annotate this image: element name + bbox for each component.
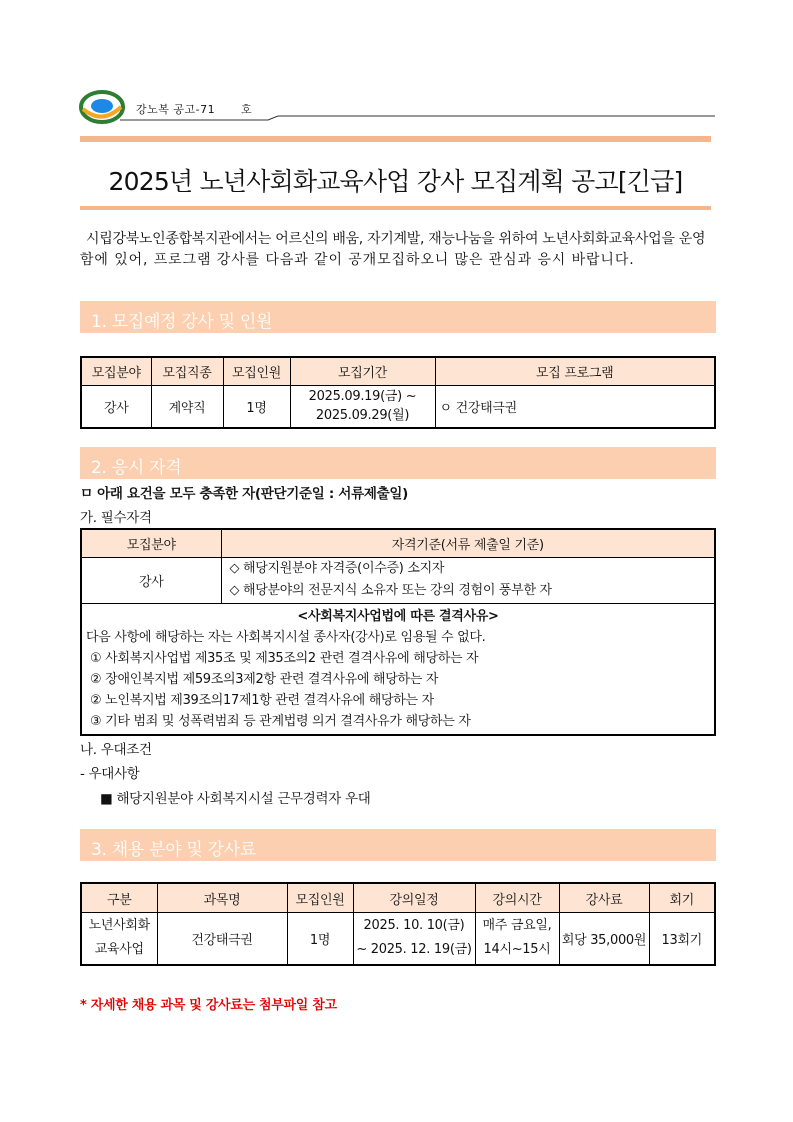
fee-table	[80, 882, 716, 966]
col-header-program: 모집 프로그램	[435, 357, 715, 386]
time-line-1: 매주 금요일,	[482, 918, 552, 934]
col-header-subject: 과목명	[157, 883, 287, 913]
qualification-table	[80, 528, 716, 736]
page-title: 2025년 노년사회화교육사업 강사 모집계획 공고[긴급]	[108, 167, 683, 196]
section-1-title: 1. 모집예정 강사 및 인원	[91, 312, 273, 332]
col-header-criteria: 자격기준(서류 제출일 기준)	[221, 529, 715, 557]
cell-program: ㅇ 건강태극권	[435, 386, 715, 428]
requirement-item: ◇ 해당지원분야 자격증(이수증) 소지자	[229, 561, 445, 576]
cell-subject: 건강태극권	[157, 913, 287, 965]
intro-line-2: 함에 있어, 프로그램 강사를 다음과 같이 공개모집하오니 많은 관심과 응시 바랍니다.	[80, 252, 635, 268]
period-end: 2025.09.29(월)	[315, 408, 410, 424]
section-1-header	[80, 301, 716, 333]
disqualification-item: ② 장애인복지법 제59조의3제2항 관련 결격사유에 해당하는 자	[90, 671, 439, 687]
col-header-category: 구분	[81, 883, 157, 913]
section-3-header	[80, 829, 716, 861]
organization-logo	[79, 89, 125, 125]
col-header-type: 모집직종	[151, 357, 223, 386]
cell-sessions: 13회기	[649, 913, 715, 965]
cell-field: 강사	[81, 557, 221, 603]
recruitment-table	[80, 356, 716, 429]
disqualification-intro: 다음 사항에 해당하는 자는 사회복지시설 종사자(강사)로 임용될 수 없다.	[86, 629, 486, 645]
period-start: 2025.09.19(금) ~	[308, 389, 417, 405]
time-line-2: 14시~15시	[483, 942, 551, 958]
cell-category	[81, 913, 157, 965]
disqualification-item: ③ 기타 범죄 및 성폭력범죄 등 관계법령 의거 결격사유가 해당하는 자	[90, 713, 471, 729]
section-2-header	[80, 447, 716, 479]
section-3-title: 3. 채용 분야 및 강사료	[91, 840, 257, 860]
cell-fee: 회당 35,000원	[559, 913, 649, 965]
cell-schedule	[353, 913, 475, 965]
preference-heading: 나. 우대조건	[80, 742, 152, 758]
title-bottom-rule	[80, 206, 711, 210]
disqualification-item: ① 사회복지사업법 제35조 및 제35조의2 관련 결격사유에 해당하는 자	[90, 650, 479, 666]
cell-field: 강사	[81, 386, 151, 428]
requirement-item: ◇ 해당분야의 전문지식 소유자 또는 강의 경험이 풍부한 자	[229, 583, 552, 598]
eligibility-criteria: ㅁ 아래 요건을 모두 충족한 자(판단기준일 : 서류제출일)	[80, 486, 408, 502]
disqualification-title: <사회복지사업법에 따른 결격사유>	[297, 608, 499, 624]
col-header-count: 모집인원	[223, 357, 290, 386]
col-header-fee: 강사료	[559, 883, 649, 913]
disqualification-block	[81, 603, 715, 735]
preference-label: - 우대사항	[80, 766, 140, 782]
cell-period	[290, 386, 435, 428]
col-header-field: 모집분야	[81, 529, 221, 557]
col-header-time: 강의시간	[475, 883, 559, 913]
col-header-schedule: 강의일정	[353, 883, 475, 913]
col-header-field: 모집분야	[81, 357, 151, 386]
intro-line-1: 시립강북노인종합복지관에서는 어르신의 배움, 자기계발, 재능나눔을 위하여 노년사회화교육사업을 운영	[86, 231, 706, 247]
cell-type: 계약직	[151, 386, 223, 428]
document-number-suffix: 호	[241, 103, 252, 116]
col-header-period: 모집기간	[290, 357, 435, 386]
title-top-rule	[80, 136, 711, 142]
col-header-sessions: 회기	[649, 883, 715, 913]
cell-requirements	[221, 557, 715, 603]
disqualification-item: ② 노인복지법 제39조의17제1항 관련 결격사유에 해당하는 자	[90, 692, 434, 708]
document-number: 강노복 공고-71	[136, 103, 216, 116]
col-header-count: 모집인원	[287, 883, 353, 913]
preference-item: ■ 해당지원분야 사회복지시설 근무경력자 우대	[100, 791, 371, 807]
cell-time	[475, 913, 559, 965]
category-line-2: 교육사업	[94, 942, 144, 958]
cell-count: 1명	[223, 386, 290, 428]
attachment-note: * 자세한 채용 과목 및 강사료는 첨부파일 참고	[80, 998, 337, 1013]
section-2-title: 2. 응시 자격	[91, 458, 182, 478]
schedule-line-1: 2025. 10. 10(금)	[363, 918, 465, 934]
cell-count: 1명	[287, 913, 353, 965]
schedule-line-2: ~ 2025. 12. 19(금)	[356, 942, 472, 958]
category-line-1: 노년사회화	[88, 918, 150, 934]
required-qualification-heading: 가. 필수자격	[80, 510, 152, 526]
